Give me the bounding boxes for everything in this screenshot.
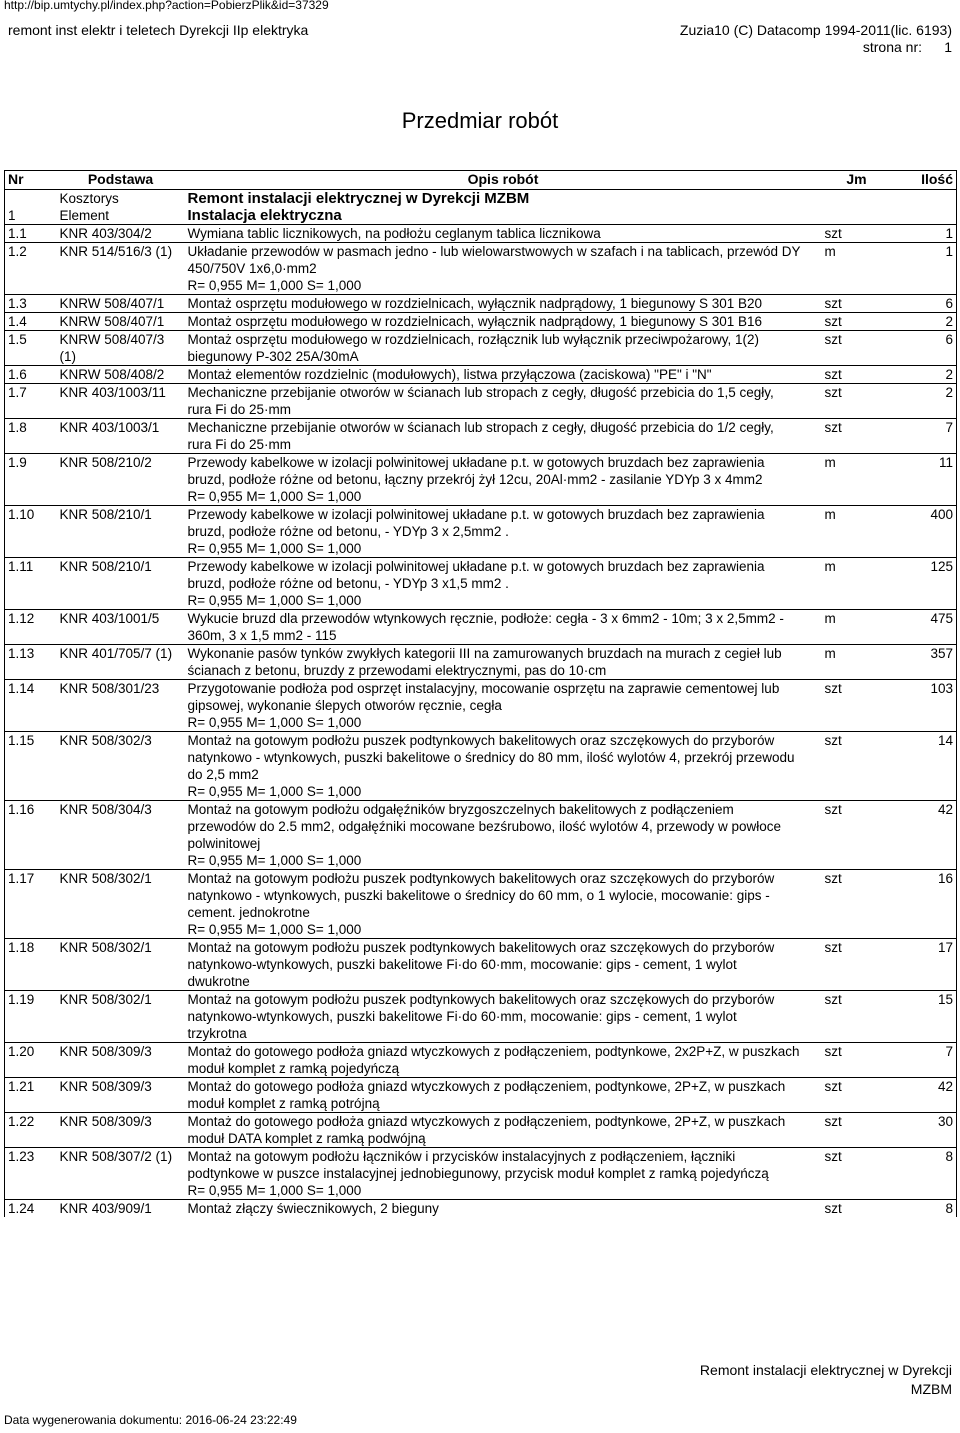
table-row xyxy=(5,454,957,506)
item-podstawa: KNR 403/1003/11 xyxy=(57,384,185,419)
item-opis: Mechaniczne przebijanie otworów w ścianach lub stropach z cegły, długość przebicia do 1,5 cegły, rura Fi do 25·mm xyxy=(185,384,822,419)
item-ilosc: 15 xyxy=(892,991,957,1043)
item-ilosc: 42 xyxy=(892,1078,957,1113)
item-podstawa: KNR 508/302/1 xyxy=(57,870,185,939)
item-opis: Montaż na gotowym podłożu puszek podtynkowych bakelitowych oraz szczękowych do przyborów natynkowo - wtynkowych, puszki bakelitowe o średnicy do 80 mm, ilość wylotów 4, przekrój przewodu do 2,5 mm2 R= 0,955 M= 1,000 S= 1,000 xyxy=(185,732,822,801)
table-row xyxy=(5,680,957,732)
item-nr: 1.23 xyxy=(5,1148,57,1200)
footer-generated-date: Data wygenerowania dokumentu: 2016-06-24 23:22:49 xyxy=(4,1413,297,1427)
item-ilosc: 7 xyxy=(892,1043,957,1078)
item-ilosc: 17 xyxy=(892,939,957,991)
item-jm: szt xyxy=(822,1148,892,1200)
source-url: http://bip.umtychy.pl/index.php?action=PobierzPlik&id=37329 xyxy=(4,0,329,12)
item-opis: Przewody kabelkowe w izolacji polwinitowej układane p.t. w gotowych bruzdach bez zaprawienia bruzd, podłoże różne od betonu, - YDYp 3 x1,5 mm2 . R= 0,955 M= 1,000 S= 1,000 xyxy=(185,558,822,610)
item-ilosc: 103 xyxy=(892,680,957,732)
item-jm: m xyxy=(822,506,892,558)
item-podstawa: KNRW 508/407/1 xyxy=(57,313,185,331)
item-jm: szt xyxy=(822,384,892,419)
item-jm: m xyxy=(822,454,892,506)
item-nr: 1.1 xyxy=(5,225,57,243)
column-header-nr: Nr xyxy=(5,171,57,190)
item-ilosc: 8 xyxy=(892,1148,957,1200)
item-jm: szt xyxy=(822,870,892,939)
item-nr: 1.7 xyxy=(5,384,57,419)
item-podstawa: KNR 508/302/3 xyxy=(57,732,185,801)
item-opis: Wykucie bruzd dla przewodów wtynkowych ręcznie, podłoże: cegła - 3 x 6mm2 - 10m; 3 x 2,5mm2 - 360m, 3 x 1,5 mm2 - 115 xyxy=(185,610,822,645)
item-jm: szt xyxy=(822,225,892,243)
item-opis: Montaż na gotowym podłożu łączników i przycisków instalacyjnych z podłączeniem, łączniki podtynkowe w puszce instalacyjnej jednobiegunowy, przycisk moduł komplet z ramką pojedyńczą R= 0,955 M= 1,000 S= 1,000 xyxy=(185,1148,822,1200)
item-nr: 1.2 xyxy=(5,243,57,295)
item-nr: 1.14 xyxy=(5,680,57,732)
item-podstawa: KNR 508/307/2 (1) xyxy=(57,1148,185,1200)
item-jm: szt xyxy=(822,801,892,870)
item-opis: Montaż do gotowego podłoża gniazd wtyczkowych z podłączeniem, podtynkowe, 2P+Z, w puszkach moduł komplet z ramką potrójną xyxy=(185,1078,822,1113)
estimate-row xyxy=(5,190,957,208)
item-nr: 1.9 xyxy=(5,454,57,506)
item-nr: 1.24 xyxy=(5,1200,57,1218)
item-podstawa: KNR 508/304/3 xyxy=(57,801,185,870)
item-ilosc: 1 xyxy=(892,225,957,243)
footer-estimate-name: Remont instalacji elektrycznej w Dyrekcji MZBM xyxy=(699,1362,952,1397)
item-nr: 1.10 xyxy=(5,506,57,558)
item-nr: 1.15 xyxy=(5,732,57,801)
item-opis: Montaż osprzętu modułowego w rozdzielnicach, rozłącznik lub wyłącznik przeciwpożarowy, 1(2) biegunowy P-302 25A/30mA xyxy=(185,331,822,366)
item-nr: 1.13 xyxy=(5,645,57,680)
item-ilosc: 400 xyxy=(892,506,957,558)
item-nr: 1.20 xyxy=(5,1043,57,1078)
item-jm: m xyxy=(822,610,892,645)
item-opis: Montaż na gotowym podłożu odgałęźników bryzgoszczelnych bakelitowych z podłączeniem przewodów do 2.5 mm2, odgałęźniki mocowane bezśrubowo, ilość wylotów 4, przewody w powłoce polwinitowej R= 0,955 M= 1,000 S= 1,000 xyxy=(185,801,822,870)
item-nr: 1.3 xyxy=(5,295,57,313)
item-ilosc: 6 xyxy=(892,295,957,313)
table-header-row xyxy=(5,171,957,190)
item-nr: 1.6 xyxy=(5,366,57,384)
item-podstawa: KNR 401/705/7 (1) xyxy=(57,645,185,680)
item-jm: m xyxy=(822,645,892,680)
table-row xyxy=(5,1148,957,1200)
item-opis: Mechaniczne przebijanie otworów w ścianach lub stropach z cegły, długość przebicia do 1/2 cegły, rura Fi do 25·mm xyxy=(185,419,822,454)
item-nr: 1.16 xyxy=(5,801,57,870)
table-row xyxy=(5,225,957,243)
column-header-opis: Opis robót xyxy=(185,171,822,190)
item-ilosc: 2 xyxy=(892,313,957,331)
table-row xyxy=(5,313,957,331)
item-ilosc: 42 xyxy=(892,801,957,870)
item-opis: Montaż do gotowego podłoża gniazd wtyczkowych z podłączeniem, podtynkowe, 2x2P+Z, w puszkach moduł komplet z ramką pojedyńczą xyxy=(185,1043,822,1078)
document-header-left: remont inst elektr i teletech Dyrekcji IIp elektryka xyxy=(8,22,309,38)
item-podstawa: KNR 508/309/3 xyxy=(57,1078,185,1113)
item-ilosc: 8 xyxy=(892,1200,957,1218)
table-row xyxy=(5,645,957,680)
element-label: Element xyxy=(59,208,110,223)
table-row xyxy=(5,558,957,610)
item-podstawa: KNR 403/1003/1 xyxy=(57,419,185,454)
table-row xyxy=(5,939,957,991)
item-opis: Przygotowanie podłoża pod osprzęt instalacyjny, mocowanie osprzętu na zaprawie cementowej lub gipsowej, wykonanie ślepych otworów ręcznie, cegła R= 0,955 M= 1,000 S= 1,000 xyxy=(185,680,822,732)
page-title: Przedmiar robót xyxy=(401,108,559,133)
item-podstawa: KNR 508/302/1 xyxy=(57,991,185,1043)
table-row xyxy=(5,1200,957,1218)
item-ilosc: 6 xyxy=(892,331,957,366)
item-opis: Montaż złączy świecznikowych, 2 bieguny xyxy=(185,1200,822,1218)
item-nr: 1.18 xyxy=(5,939,57,991)
column-header-podstawa: Podstawa xyxy=(57,171,185,190)
item-opis: Wymiana tablic licznikowych, na podłożu ceglanym tablica licznikowa xyxy=(185,225,822,243)
item-opis: Przewody kabelkowe w izolacji polwinitowej układane p.t. w gotowych bruzdach bez zaprawienia bruzd, podłoże różne od betonu, - YDYp 3 x 2,5mm2 . R= 0,955 M= 1,000 S= 1,000 xyxy=(185,506,822,558)
item-podstawa: KNR 508/210/1 xyxy=(57,506,185,558)
column-header-ilosc: Ilość xyxy=(892,171,957,190)
item-jm: szt xyxy=(822,331,892,366)
item-podstawa: KNR 508/301/23 xyxy=(57,680,185,732)
table-row xyxy=(5,366,957,384)
table-row xyxy=(5,1078,957,1113)
page-label: strona nr: xyxy=(862,39,922,55)
page-indicator xyxy=(680,39,952,56)
estimate-label: Kosztorys xyxy=(59,191,119,206)
element-nr: 1 xyxy=(5,207,57,225)
item-jm: szt xyxy=(822,991,892,1043)
item-opis: Montaż do gotowego podłoża gniazd wtyczkowych z podłączeniem, podtynkowe, 2P+Z, w puszkach moduł DATA komplet z ramką podwójną xyxy=(185,1113,822,1148)
item-podstawa: KNR 403/1001/5 xyxy=(57,610,185,645)
item-jm: szt xyxy=(822,1078,892,1113)
item-jm: szt xyxy=(822,419,892,454)
table-row xyxy=(5,732,957,801)
item-ilosc: 2 xyxy=(892,366,957,384)
item-jm: szt xyxy=(822,732,892,801)
item-ilosc: 30 xyxy=(892,1113,957,1148)
item-podstawa: KNR 508/210/2 xyxy=(57,454,185,506)
table-row xyxy=(5,1113,957,1148)
item-jm: szt xyxy=(822,313,892,331)
item-opis: Przewody kabelkowe w izolacji polwinitowej układane p.t. w gotowych bruzdach bez zaprawienia bruzd, podłoże różne od betonu, łączny przekrój żył 12cu, 20Al·mm2 - zasilanie YDYp 3 x 4mm2 R= 0,955 M= 1,000 S= 1,000 xyxy=(185,454,822,506)
item-ilosc: 11 xyxy=(892,454,957,506)
table-row xyxy=(5,991,957,1043)
item-opis: Układanie przewodów w pasmach jedno - lub wielowarstwowych w szafach i na tablicach, przewód DY 450/750V 1x6,0·mm2 R= 0,955 M= 1,000 S= 1,000 xyxy=(185,243,822,295)
item-jm: m xyxy=(822,243,892,295)
item-ilosc: 1 xyxy=(892,243,957,295)
item-nr: 1.8 xyxy=(5,419,57,454)
item-nr: 1.11 xyxy=(5,558,57,610)
item-opis: Montaż osprzętu modułowego w rozdzielnicach, wyłącznik nadprądowy, 1 biegunowy S 301 B20 xyxy=(185,295,822,313)
table-row xyxy=(5,384,957,419)
item-ilosc: 357 xyxy=(892,645,957,680)
table-row xyxy=(5,801,957,870)
document-header-right xyxy=(680,22,952,56)
item-podstawa: KNR 403/304/2 xyxy=(57,225,185,243)
item-jm: szt xyxy=(822,1200,892,1218)
item-podstawa: KNRW 508/408/2 xyxy=(57,366,185,384)
table-row xyxy=(5,506,957,558)
item-opis: Wykonanie pasów tynków zwykłych kategorii III na zamurowanych bruzdach na murach z cegieł lub ścianach z betonu, bruzdy z przewodami elektrycznymi, pas do 10·cm xyxy=(185,645,822,680)
item-podstawa: KNR 403/909/1 xyxy=(57,1200,185,1218)
item-podstawa: KNRW 508/407/1 xyxy=(57,295,185,313)
item-nr: 1.22 xyxy=(5,1113,57,1148)
item-ilosc: 125 xyxy=(892,558,957,610)
item-nr: 1.12 xyxy=(5,610,57,645)
item-opis: Montaż osprzętu modułowego w rozdzielnicach, wyłącznik nadprądowy, 1 biegunowy S 301 B16 xyxy=(185,313,822,331)
item-opis: Montaż elementów rozdzielnic (modułowych), listwa przyłączowa (zaciskowa) "PE" i "N" xyxy=(185,366,822,384)
item-opis: Montaż na gotowym podłożu puszek podtynkowych bakelitowych oraz szczękowych do przyborów natynkowo-wtynkowych, puszki bakelitowe Fi·do 60·mm, mocowanie: gips - cement, 1 wylot dwukrotne xyxy=(185,939,822,991)
item-nr: 1.4 xyxy=(5,313,57,331)
item-jm: szt xyxy=(822,366,892,384)
table-row xyxy=(5,295,957,313)
item-ilosc: 475 xyxy=(892,610,957,645)
bill-of-quantities-table xyxy=(4,170,957,1217)
software-license: Zuzia10 (C) Datacomp 1994-2011(lic. 6193) xyxy=(679,22,952,38)
table-row xyxy=(5,610,957,645)
table-row xyxy=(5,243,957,295)
page-number: 1 xyxy=(944,39,952,55)
item-opis: Montaż na gotowym podłożu puszek podtynkowych bakelitowych oraz szczękowych do przyborów natynkowo-wtynkowych, puszki bakelitowe Fi·do 60·mm, mocowanie: gips - cement, 1 wylot trzykrotna xyxy=(185,991,822,1043)
element-name: Instalacja elektryczna xyxy=(187,207,342,224)
item-podstawa: KNR 508/210/1 xyxy=(57,558,185,610)
item-opis: Montaż na gotowym podłożu puszek podtynkowych bakelitowych oraz szczękowych do przyborów natynkowo - wtynkowych, puszki bakelitowe o średnicy do 60 mm, o 1 wylocie, mocowanie: gips - cement. jednokrotne R= 0,955 M= 1,000 S= 1,000 xyxy=(185,870,822,939)
item-jm: szt xyxy=(822,939,892,991)
item-jm: szt xyxy=(822,680,892,732)
table-row xyxy=(5,419,957,454)
item-nr: 1.19 xyxy=(5,991,57,1043)
item-jm: szt xyxy=(822,295,892,313)
item-nr: 1.17 xyxy=(5,870,57,939)
element-row xyxy=(5,207,957,225)
item-podstawa: KNR 508/309/3 xyxy=(57,1113,185,1148)
item-podstawa: KNR 508/309/3 xyxy=(57,1043,185,1078)
column-header-jm: Jm xyxy=(822,171,892,190)
item-ilosc: 7 xyxy=(892,419,957,454)
item-nr: 1.5 xyxy=(5,331,57,366)
item-ilosc: 16 xyxy=(892,870,957,939)
table-row xyxy=(5,1043,957,1078)
table-row xyxy=(5,331,957,366)
item-podstawa: KNRW 508/407/3 (1) xyxy=(57,331,185,366)
item-podstawa: KNR 514/516/3 (1) xyxy=(57,243,185,295)
item-jm: szt xyxy=(822,1043,892,1078)
item-jm: m xyxy=(822,558,892,610)
item-podstawa: KNR 508/302/1 xyxy=(57,939,185,991)
item-ilosc: 14 xyxy=(892,732,957,801)
item-nr: 1.21 xyxy=(5,1078,57,1113)
item-ilosc: 2 xyxy=(892,384,957,419)
table-row xyxy=(5,870,957,939)
item-jm: szt xyxy=(822,1113,892,1148)
estimate-name: Remont instalacji elektrycznej w Dyrekcji MZBM xyxy=(187,190,530,207)
